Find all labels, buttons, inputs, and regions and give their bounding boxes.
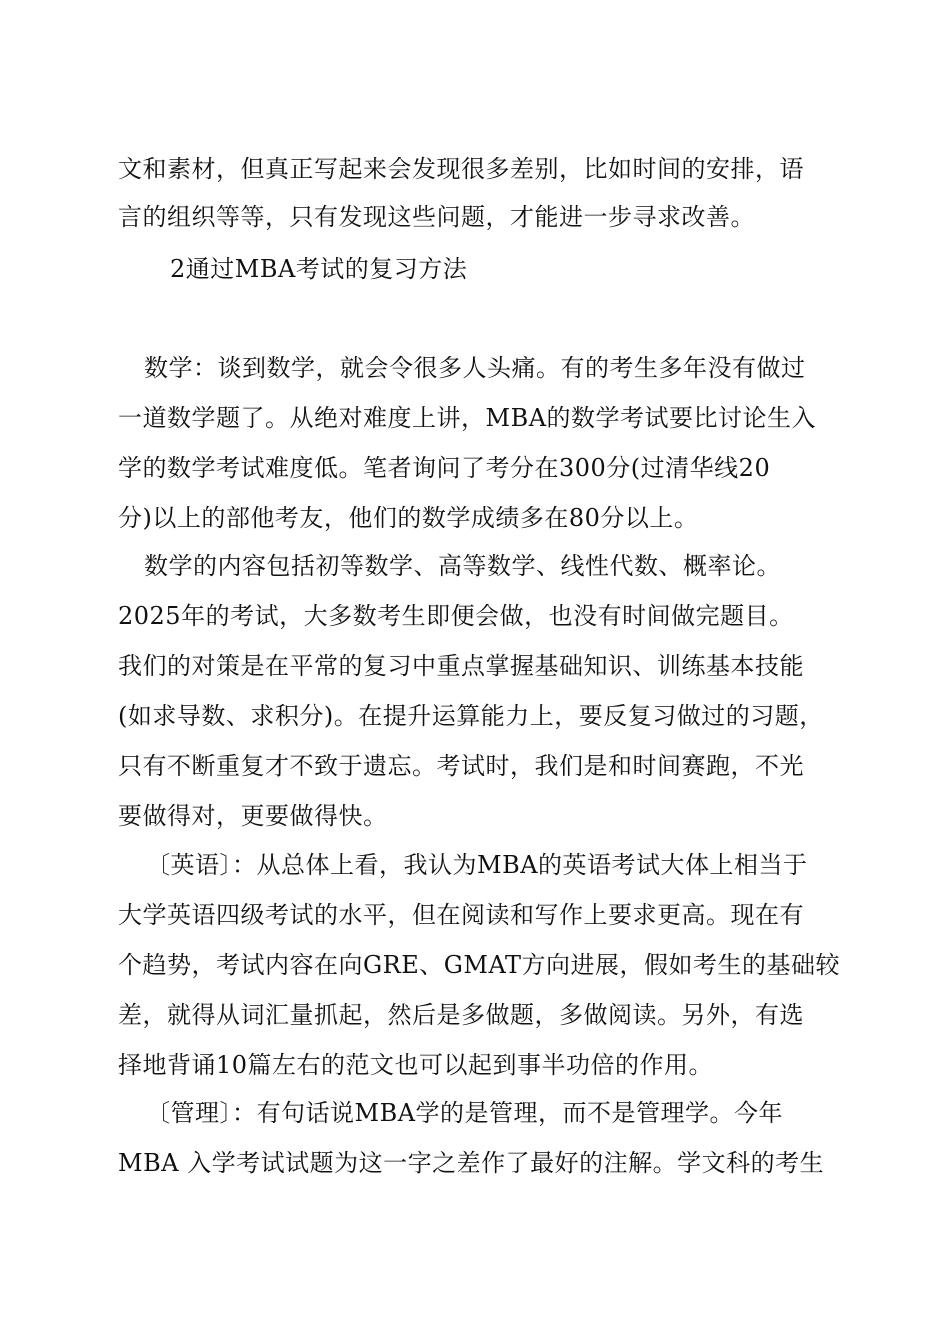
text-line: 要做得对，更要做得快。	[118, 802, 388, 830]
text-line: 数学的内容包括初等数学、高等数学、线性代数、概率论。	[144, 552, 781, 580]
text-line: 2025年的考试，大多数考生即便会做，也没有时间做完题目。	[118, 602, 794, 630]
text-line: MBA 入学考试试题为这一字之差作了最好的注解。学文科的考生	[118, 1149, 825, 1177]
section-heading: 2通过MBA考试的复习方法	[170, 255, 468, 283]
text-line: 分)以上的部他考友，他们的数学成绩多在80分以上。	[118, 504, 699, 532]
text-line: 一道数学题了。从绝对难度上讲，MBA的数学考试要比讨论生入	[118, 404, 817, 432]
text-line: 个趋势，考试内容在向GRE、GMAT方向进展，假如考生的基础较	[118, 951, 841, 979]
text-line: 学的数学考试难度低。笔者询问了考分在300分(过清华线20	[118, 454, 771, 482]
text-line: 数学：谈到数学，就会令很多人头痛。有的考生多年没有做过	[144, 354, 806, 382]
text-line: 言的组织等等，只有发现这些问题，才能进一步寻求改善。	[118, 203, 755, 231]
text-line: 大学英语四级考试的水平，但在阅读和写作上要求更高。现在有	[118, 901, 804, 929]
text-line: 只有不断重复才不致于遗忘。考试时，我们是和时间赛跑，不光	[118, 752, 804, 780]
text-line: 择地背诵10篇左右的范文也可以起到事半功倍的作用。	[118, 1051, 714, 1079]
text-line: 文和素材，但真正写起来会发现很多差别，比如时间的安排，语	[118, 155, 804, 183]
text-line: 〔管理〕：有句话说MBA学的是管理，而不是管理学。今年	[146, 1099, 784, 1127]
text-line: 〔英语〕：从总体上看，我认为MBA的英语考试大体上相当于	[146, 851, 808, 879]
text-line: 我们的对策是在平常的复习中重点掌握基础知识、训练基本技能	[118, 652, 804, 680]
text-line: (如求导数、求积分)。在提升运算能力上，要反复习做过的习题，	[118, 702, 824, 730]
text-line: 差，就得从词汇量抓起，然后是多做题，多做阅读。另外，有选	[118, 1001, 804, 1029]
